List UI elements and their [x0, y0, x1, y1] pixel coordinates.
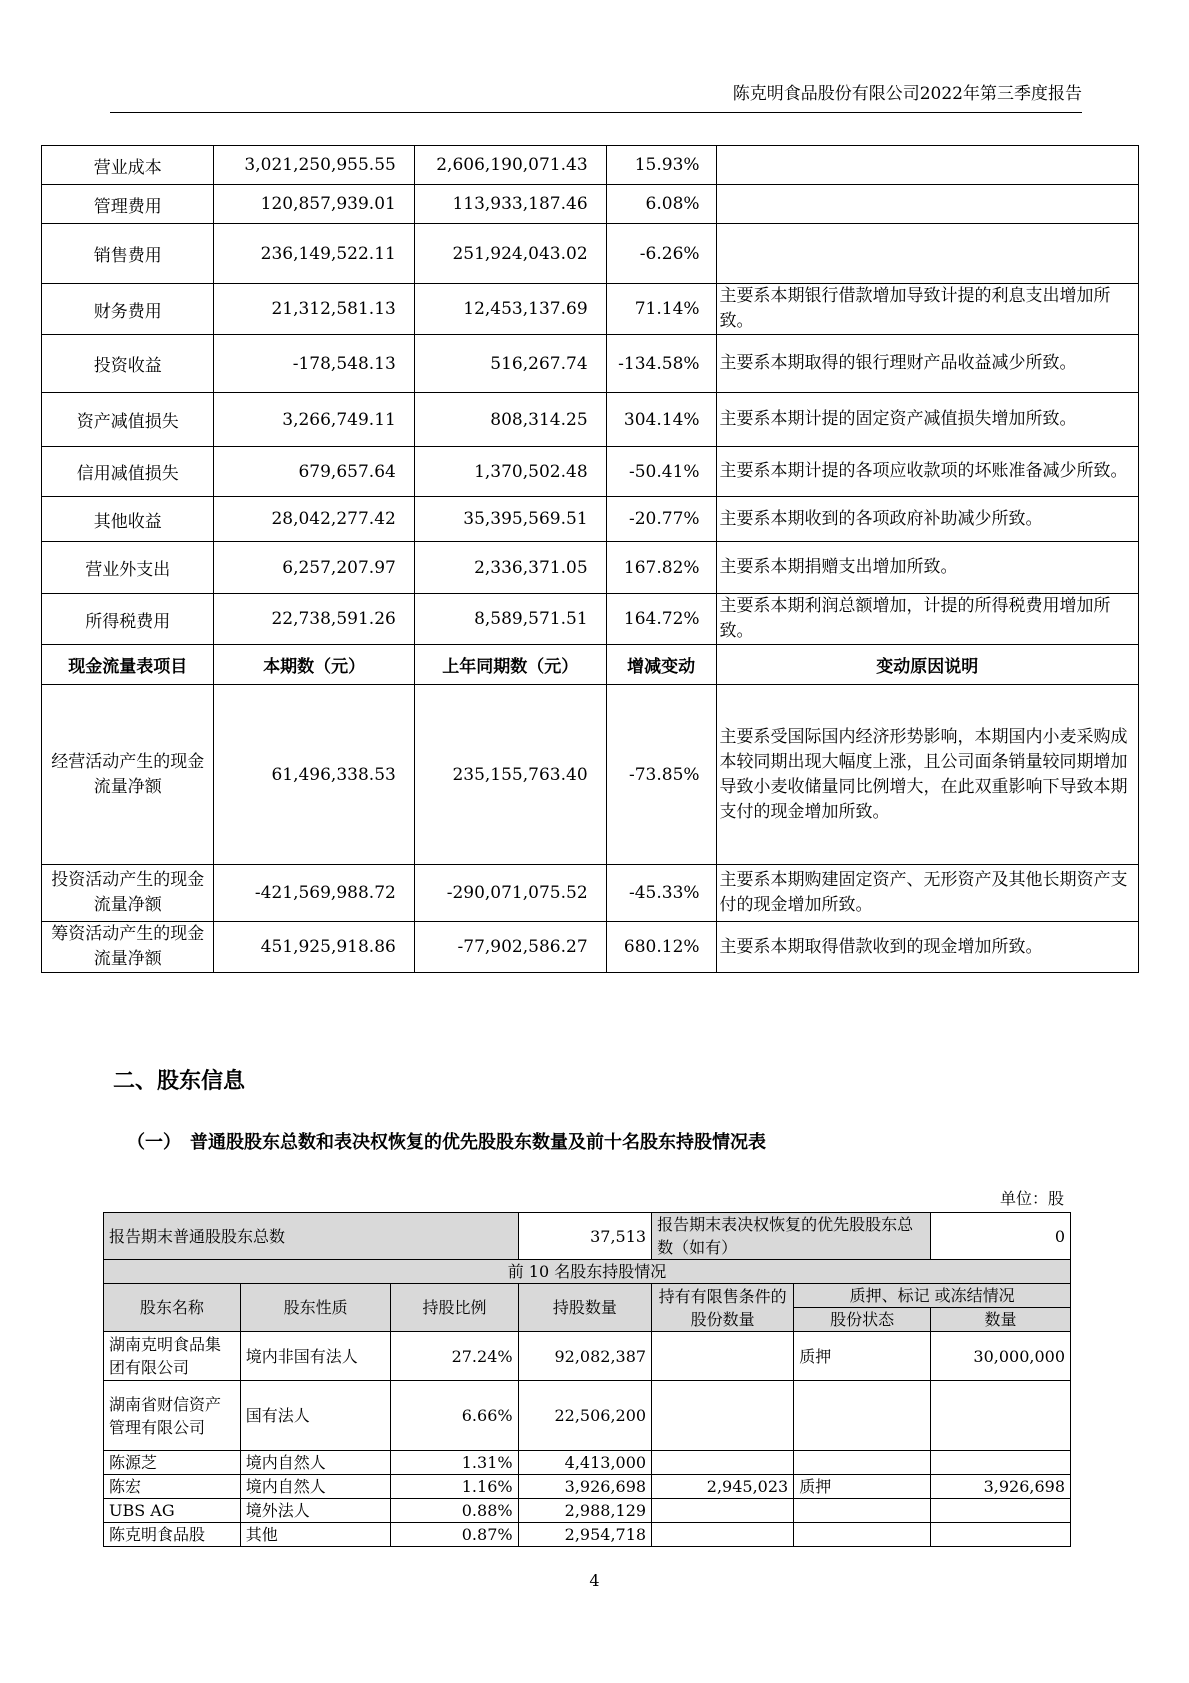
- current-amount: -421,569,988.72: [214, 865, 414, 922]
- cash-header-current: 本期数（元）: [214, 645, 414, 685]
- table-row: [42, 284, 1139, 335]
- current-amount: 28,042,277.42: [214, 497, 414, 542]
- share-status: [794, 1381, 931, 1451]
- shareholding-ratio: 0.87%: [391, 1523, 518, 1547]
- table-row: [42, 865, 1139, 922]
- change-percent: 164.72%: [606, 594, 716, 645]
- shareholder-nature: 其他: [240, 1523, 391, 1547]
- table-row: [42, 224, 1139, 284]
- table-row: [104, 1451, 1071, 1475]
- change-reason: [716, 185, 1138, 224]
- prior-amount: 12,453,137.69: [414, 284, 606, 335]
- pledged-quantity: 3,926,698: [930, 1475, 1070, 1499]
- share-status: [794, 1451, 931, 1475]
- current-amount: -178,548.13: [214, 335, 414, 393]
- change-percent: -20.77%: [606, 497, 716, 542]
- change-percent: -73.85%: [606, 685, 716, 865]
- change-percent: 6.08%: [606, 185, 716, 224]
- row-item: 所得税费用: [42, 594, 214, 645]
- current-amount: 451,925,918.86: [214, 922, 414, 973]
- share-status: [794, 1499, 931, 1523]
- restricted-shares: [652, 1499, 794, 1523]
- col-header-ratio: 持股比例: [391, 1284, 518, 1332]
- change-percent: -50.41%: [606, 447, 716, 497]
- pledged-quantity: [930, 1381, 1070, 1451]
- change-percent: 167.82%: [606, 542, 716, 594]
- shareholding-ratio: 1.16%: [391, 1475, 518, 1499]
- change-percent: 15.93%: [606, 146, 716, 185]
- preferred-shareholders-value: 0: [930, 1213, 1070, 1260]
- table-row: [42, 685, 1139, 865]
- table-row: [42, 185, 1139, 224]
- table-row: [42, 447, 1139, 497]
- change-reason: 主要系本期计提的固定资产减值损失增加所致。: [716, 393, 1138, 447]
- unit-label: 单位：股: [999, 1189, 1064, 1208]
- prior-amount: 808,314.25: [414, 393, 606, 447]
- shareholder-nature: 境内非国有法人: [240, 1332, 391, 1381]
- shareholding-ratio: 6.66%: [391, 1381, 518, 1451]
- current-amount: 22,738,591.26: [214, 594, 414, 645]
- prior-amount: 2,606,190,071.43: [414, 146, 606, 185]
- share-status: 质押: [794, 1332, 931, 1381]
- current-amount: 3,266,749.11: [214, 393, 414, 447]
- top10-title: 前 10 名股东持股情况: [104, 1260, 1071, 1284]
- row-item: 投资收益: [42, 335, 214, 393]
- row-item: 管理费用: [42, 185, 214, 224]
- shareholders-table: [103, 1212, 1071, 1547]
- current-amount: 679,657.64: [214, 447, 414, 497]
- col-header-shares: 持股数量: [518, 1284, 652, 1332]
- share-status: [794, 1523, 931, 1547]
- table-row: [42, 335, 1139, 393]
- page-header: [110, 80, 1082, 113]
- change-percent: -6.26%: [606, 224, 716, 284]
- change-reason: 主要系本期取得的银行理财产品收益减少所致。: [716, 335, 1138, 393]
- prior-amount: 2,336,371.05: [414, 542, 606, 594]
- prior-amount: 1,370,502.48: [414, 447, 606, 497]
- total-shareholders-row: [104, 1213, 1071, 1260]
- prior-amount: 8,589,571.51: [414, 594, 606, 645]
- prior-amount: 235,155,763.40: [414, 685, 606, 865]
- change-reason: 主要系本期捐赠支出增加所致。: [716, 542, 1138, 594]
- shares-held: 3,926,698: [518, 1475, 652, 1499]
- col-header-qty: 数量: [930, 1308, 1070, 1332]
- current-amount: 21,312,581.13: [214, 284, 414, 335]
- shares-held: 2,954,718: [518, 1523, 652, 1547]
- change-reason: [716, 224, 1138, 284]
- row-item: 营业成本: [42, 146, 214, 185]
- section-title: 二、股东信息: [113, 1069, 246, 1094]
- change-reason: [716, 146, 1138, 185]
- change-reason: 主要系本期取得借款收到的现金增加所致。: [716, 922, 1138, 973]
- table-row: [104, 1332, 1071, 1381]
- col-header-pledge-group: 质押、标记 或冻结情况: [794, 1284, 1071, 1308]
- row-item: 投资活动产生的现金流量净额: [42, 865, 214, 922]
- prior-amount: 251,924,043.02: [414, 224, 606, 284]
- table-row: [42, 393, 1139, 447]
- current-amount: 61,496,338.53: [214, 685, 414, 865]
- cash-header-reason: 变动原因说明: [716, 645, 1138, 685]
- shareholder-name: 湖南省财信资产管理有限公司: [104, 1381, 241, 1451]
- preferred-shareholders-label: 报告期末表决权恢复的优先股股东总数（如有）: [652, 1213, 931, 1260]
- change-reason: 主要系本期购建固定资产、无形资产及其他长期资产支付的现金增加所致。: [716, 865, 1138, 922]
- table-row: [104, 1499, 1071, 1523]
- restricted-shares: [652, 1451, 794, 1475]
- cash-header-prior: 上年同期数（元）: [414, 645, 606, 685]
- row-item: 信用减值损失: [42, 447, 214, 497]
- current-amount: 3,021,250,955.55: [214, 146, 414, 185]
- cash-header-change: 增减变动: [606, 645, 716, 685]
- pledged-quantity: [930, 1523, 1070, 1547]
- pledged-quantity: 30,000,000: [930, 1332, 1070, 1381]
- table-row: [104, 1475, 1071, 1499]
- cash-header-item: 现金流量表项目: [42, 645, 214, 685]
- shareholder-header-row: [104, 1284, 1071, 1308]
- shareholding-ratio: 27.24%: [391, 1332, 518, 1381]
- restricted-shares: [652, 1381, 794, 1451]
- row-item: 财务费用: [42, 284, 214, 335]
- shareholder-nature: 国有法人: [240, 1381, 391, 1451]
- shares-held: 4,413,000: [518, 1451, 652, 1475]
- shareholder-name: UBS AG: [104, 1499, 241, 1523]
- shareholder-nature: 境内自然人: [240, 1475, 391, 1499]
- shareholder-nature: 境外法人: [240, 1499, 391, 1523]
- shareholder-nature: 境内自然人: [240, 1451, 391, 1475]
- row-item: 筹资活动产生的现金流量净额: [42, 922, 214, 973]
- current-amount: 236,149,522.11: [214, 224, 414, 284]
- row-item: 其他收益: [42, 497, 214, 542]
- table-row: [42, 922, 1139, 973]
- table-row: [42, 497, 1139, 542]
- row-item: 经营活动产生的现金流量净额: [42, 685, 214, 865]
- restricted-shares: [652, 1523, 794, 1547]
- cash-flow-header-row: [42, 645, 1139, 685]
- col-header-name: 股东名称: [104, 1284, 241, 1332]
- row-item: 营业外支出: [42, 542, 214, 594]
- total-shareholders-value: 37,513: [518, 1213, 652, 1260]
- shares-held: 92,082,387: [518, 1332, 652, 1381]
- shareholder-name: 陈宏: [104, 1475, 241, 1499]
- prior-amount: 113,933,187.46: [414, 185, 606, 224]
- table-row: [42, 594, 1139, 645]
- shareholding-ratio: 1.31%: [391, 1451, 518, 1475]
- change-percent: 680.12%: [606, 922, 716, 973]
- table-row: [104, 1523, 1071, 1547]
- header-title: 陈克明食品股份有限公司2022年第三季度报告: [732, 84, 1082, 104]
- financial-change-table: [41, 145, 1139, 973]
- prior-amount: 35,395,569.51: [414, 497, 606, 542]
- shareholding-ratio: 0.88%: [391, 1499, 518, 1523]
- share-status: 质押: [794, 1475, 931, 1499]
- change-percent: -45.33%: [606, 865, 716, 922]
- current-amount: 120,857,939.01: [214, 185, 414, 224]
- change-percent: 71.14%: [606, 284, 716, 335]
- table-row: [104, 1381, 1071, 1451]
- shareholder-name: 湖南克明食品集团有限公司: [104, 1332, 241, 1381]
- change-percent: 304.14%: [606, 393, 716, 447]
- row-item: 销售费用: [42, 224, 214, 284]
- shareholder-name: 陈克明食品股: [104, 1523, 241, 1547]
- col-header-restricted: 持有有限售条件的股份数量: [652, 1284, 794, 1332]
- change-reason: 主要系本期收到的各项政府补助减少所致。: [716, 497, 1138, 542]
- restricted-shares: [652, 1332, 794, 1381]
- shares-held: 2,988,129: [518, 1499, 652, 1523]
- change-reason: 主要系本期计提的各项应收款项的坏账准备减少所致。: [716, 447, 1138, 497]
- restricted-shares: 2,945,023: [652, 1475, 794, 1499]
- change-reason: 主要系本期利润总额增加，计提的所得税费用增加所致。: [716, 594, 1138, 645]
- table-row: [42, 146, 1139, 185]
- prior-amount: 516,267.74: [414, 335, 606, 393]
- page-number: 4: [589, 1571, 600, 1590]
- shareholder-name: 陈源芝: [104, 1451, 241, 1475]
- total-shareholders-label: 报告期末普通股股东总数: [104, 1213, 519, 1260]
- current-amount: 6,257,207.97: [214, 542, 414, 594]
- change-percent: -134.58%: [606, 335, 716, 393]
- table-row: [42, 542, 1139, 594]
- col-header-status: 股份状态: [794, 1308, 931, 1332]
- top10-title-row: [104, 1260, 1071, 1284]
- row-item: 资产减值损失: [42, 393, 214, 447]
- col-header-nature: 股东性质: [240, 1284, 391, 1332]
- section-subtitle: （一） 普通股股东总数和表决权恢复的优先股股东数量及前十名股东持股情况表: [127, 1132, 766, 1153]
- change-reason: 主要系本期银行借款增加导致计提的利息支出增加所致。: [716, 284, 1138, 335]
- pledged-quantity: [930, 1499, 1070, 1523]
- shares-held: 22,506,200: [518, 1381, 652, 1451]
- pledged-quantity: [930, 1451, 1070, 1475]
- prior-amount: -290,071,075.52: [414, 865, 606, 922]
- prior-amount: -77,902,586.27: [414, 922, 606, 973]
- change-reason: 主要系受国际国内经济形势影响，本期国内小麦采购成本较同期出现大幅度上涨，且公司面条销量较同期增加导致小麦收储量同比例增大，在此双重影响下导致本期支付的现金增加所致。: [716, 685, 1138, 865]
